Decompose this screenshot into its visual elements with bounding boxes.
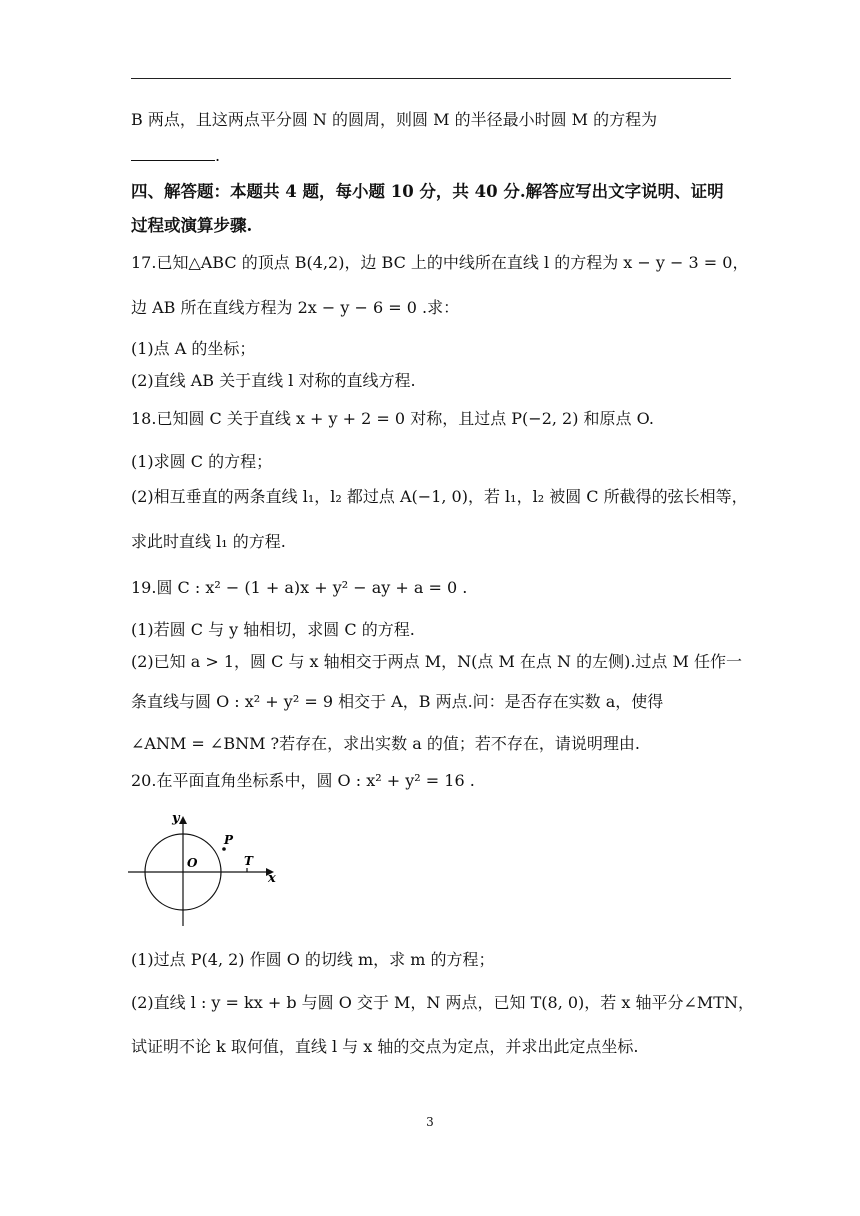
circle-figure: [126, 808, 286, 938]
q16-text-line: B 两点，且这两点平分圆 N 的圆周，则圆 M 的半径最小时圆 M 的方程为: [131, 110, 658, 129]
answer-blank: [131, 146, 215, 161]
q20-part-2: (2)直线 l : y = kx + b 与圆 O 交于 M，N 两点，已知 T(8, 0)，若 x 轴平分∠MTN，: [131, 993, 754, 1012]
q17-part-1: (1)点 A 的坐标；: [131, 339, 256, 358]
q20-part-1: (1)过点 P(4, 2) 作圆 O 的切线 m，求 m 的方程；: [131, 950, 495, 969]
label-t: T: [244, 854, 253, 868]
q19-part-2-cont: 条直线与圆 O : x² + y² = 9 相交于 A，B 两点.问：是否存在实数 a，使得: [131, 692, 664, 711]
header-rule: [131, 78, 731, 79]
q17-part-2: (2)直线 AB 关于直线 l 对称的直线方程.: [131, 371, 416, 390]
q19-part-2: (2)已知 a > 1，圆 C 与 x 轴相交于两点 M，N(点 M 在点 N 的左侧).过点 M 任作一: [131, 652, 742, 671]
q17-stem: 17.已知△ABC 的顶点 B(4,2)，边 BC 上的中线所在直线 l 的方程为 x − y − 3 = 0，: [131, 253, 749, 272]
point-p-dot: [222, 847, 226, 851]
q19-part-2-cont2: ∠ANM = ∠BNM ?若存在，求出实数 a 的值；若不存在，请说明理由.: [131, 734, 640, 753]
q16-period: .: [215, 146, 221, 165]
q18-stem: 18.已知圆 C 关于直线 x + y + 2 = 0 对称，且过点 P(−2, 2) 和原点 O.: [131, 409, 654, 428]
q18-part-2-cont: 求此时直线 l₁ 的方程.: [131, 532, 286, 551]
q17-stem-cont: 边 AB 所在直线方程为 2x − y − 6 = 0 .求：: [131, 298, 460, 317]
q18-part-2: (2)相互垂直的两条直线 l₁，l₂ 都过点 A(−1, 0)，若 l₁，l₂ 被圆 C 所截得的弦长相等，: [131, 487, 748, 506]
q20-part-2-cont: 试证明不论 k 取何值，直线 l 与 x 轴的交点为定点，并求出此定点坐标.: [131, 1037, 639, 1056]
label-p: P: [224, 833, 234, 847]
section-4-heading-cont: 过程或演算步骤.: [131, 216, 253, 235]
label-x: x: [268, 871, 276, 886]
q19-stem: 19.圆 C : x² − (1 + a)x + y² − ay + a = 0 .: [131, 578, 468, 597]
q20-stem: 20.在平面直角坐标系中，圆 O : x² + y² = 16 .: [131, 771, 475, 790]
label-y: y: [172, 811, 180, 826]
label-o: O: [187, 856, 198, 870]
page-number: 3: [426, 1115, 434, 1129]
q18-part-1: (1)求圆 C 的方程；: [131, 452, 273, 471]
section-4-heading: 四、解答题：本题共 4 题，每小题 10 分，共 40 分.解答应写出文字说明、证明: [131, 182, 724, 201]
y-axis-arrow: [179, 816, 187, 824]
q16-answer-line: [131, 146, 220, 166]
q19-part-1: (1)若圆 C 与 y 轴相切，求圆 C 的方程.: [131, 620, 415, 639]
